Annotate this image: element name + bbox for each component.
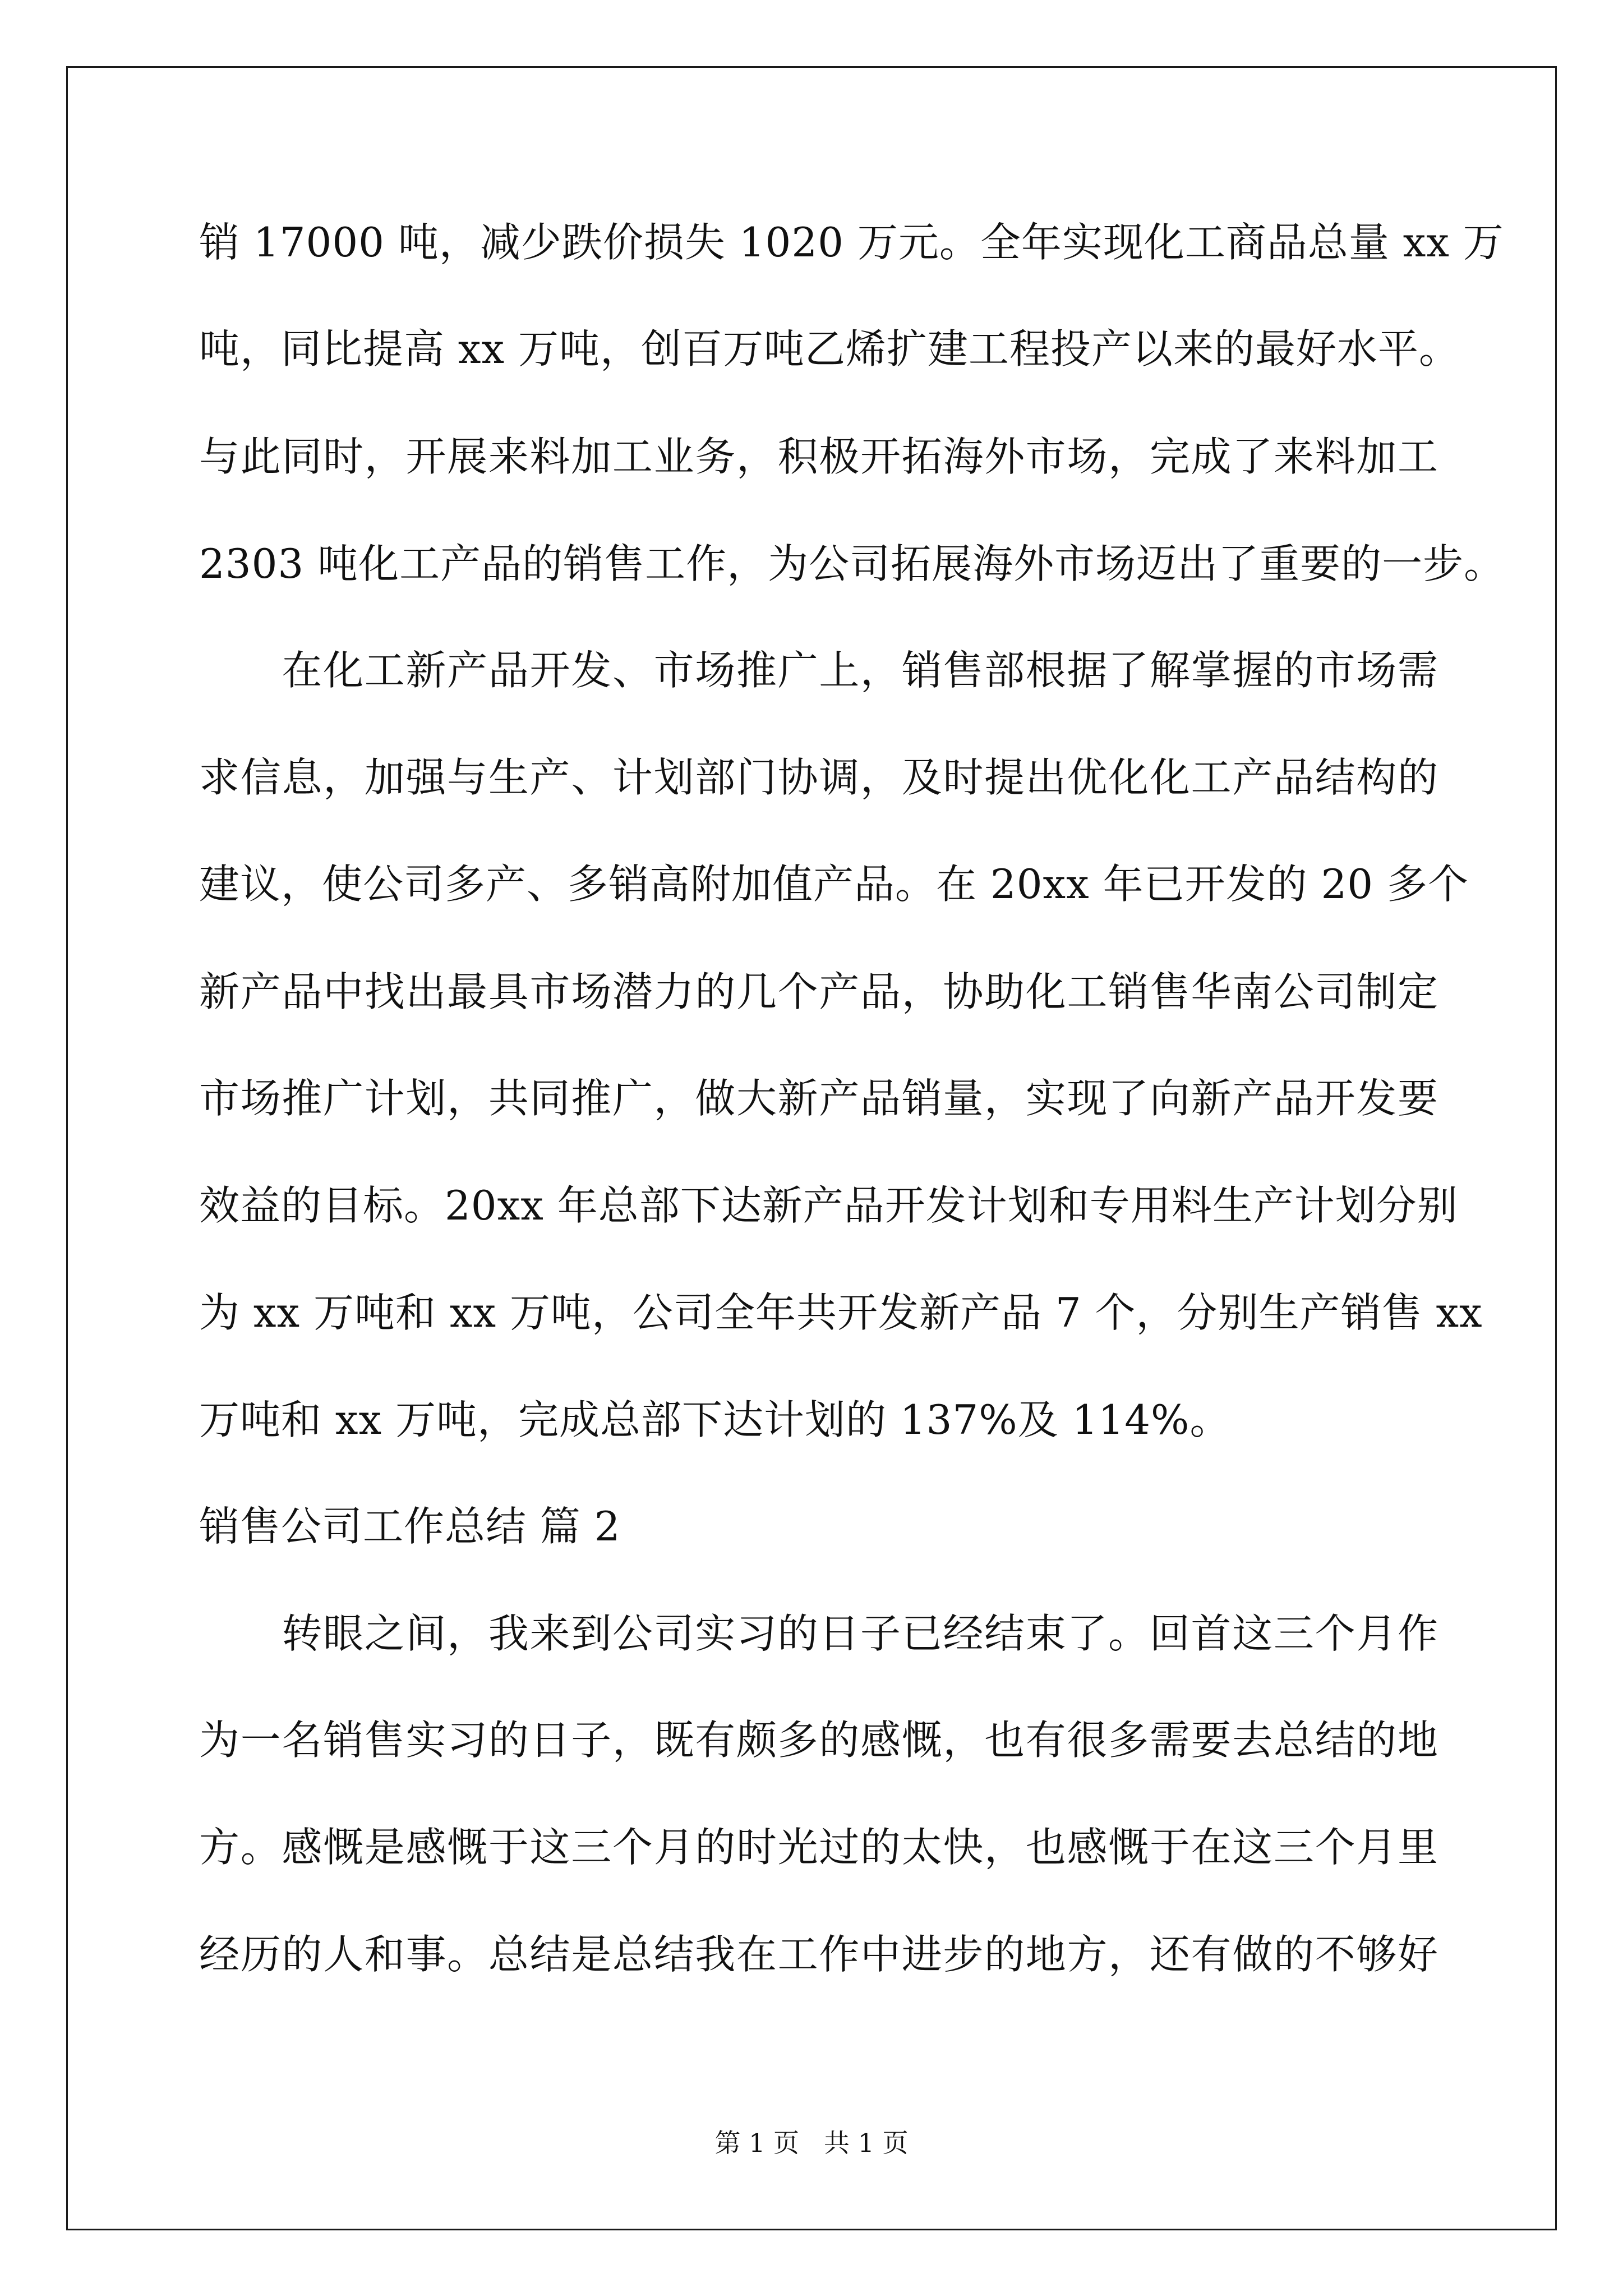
page-total: 共 1 页 [824, 2128, 909, 2158]
body-line: 市场推广计划，共同推广，做大新产品销量，实现了向新产品开发要 [199, 1075, 1438, 1122]
body-line: 与此同时，开展来料加工业务，积极开拓海外市场，完成了来料加工 [199, 433, 1438, 480]
body-line: 经历的人和事。总结是总结我在工作中进步的地方，还有做的不够好 [199, 1931, 1438, 1978]
section-heading: 销售公司工作总结 篇 2 [199, 1503, 621, 1550]
page-footer [0, 2126, 1623, 2160]
body-line: 万吨和 xx 万吨，完成总部下达计划的 137%及 114%。 [199, 1396, 1231, 1443]
body-line: 为一名销售实习的日子，既有颇多的感慨，也有很多需要去总结的地 [199, 1717, 1438, 1764]
body-line: 销 17000 吨，减少跌价损失 1020 万元。全年实现化工商品总量 xx 万 [199, 219, 1504, 266]
body-line: 2303 吨化工产品的销售工作，为公司拓展海外市场迈出了重要的一步。 [199, 540, 1505, 587]
page-border [66, 66, 1557, 2230]
body-line: 方。感慨是感慨于这三个月的时光过的太快，也感慨于在这三个月里 [199, 1824, 1438, 1871]
body-line: 吨，同比提高 xx 万吨，创百万吨乙烯扩建工程投产以来的最好水平。 [199, 325, 1460, 372]
page-number: 第 1 页 [714, 2128, 799, 2158]
body-line: 求信息，加强与生产、计划部门协调，及时提出优化化工产品结构的 [199, 754, 1438, 801]
body-line: 为 xx 万吨和 xx 万吨，公司全年共开发新产品 7 个，分别生产销售 xx [199, 1289, 1483, 1336]
body-line: 效益的目标。20xx 年总部下达新产品开发计划和专用料生产计划分别 [199, 1182, 1458, 1229]
body-line: 在化工新产品开发、市场推广上，销售部根据了解掌握的市场需 [199, 647, 1438, 694]
body-line: 建议，使公司多产、多销高附加值产品。在 20xx 年已开发的 20 多个 [199, 861, 1469, 908]
body-line: 新产品中找出最具市场潜力的几个产品，协助化工销售华南公司制定 [199, 968, 1438, 1015]
body-line: 转眼之间，我来到公司实习的日子已经结束了。回首这三个月作 [199, 1610, 1438, 1657]
